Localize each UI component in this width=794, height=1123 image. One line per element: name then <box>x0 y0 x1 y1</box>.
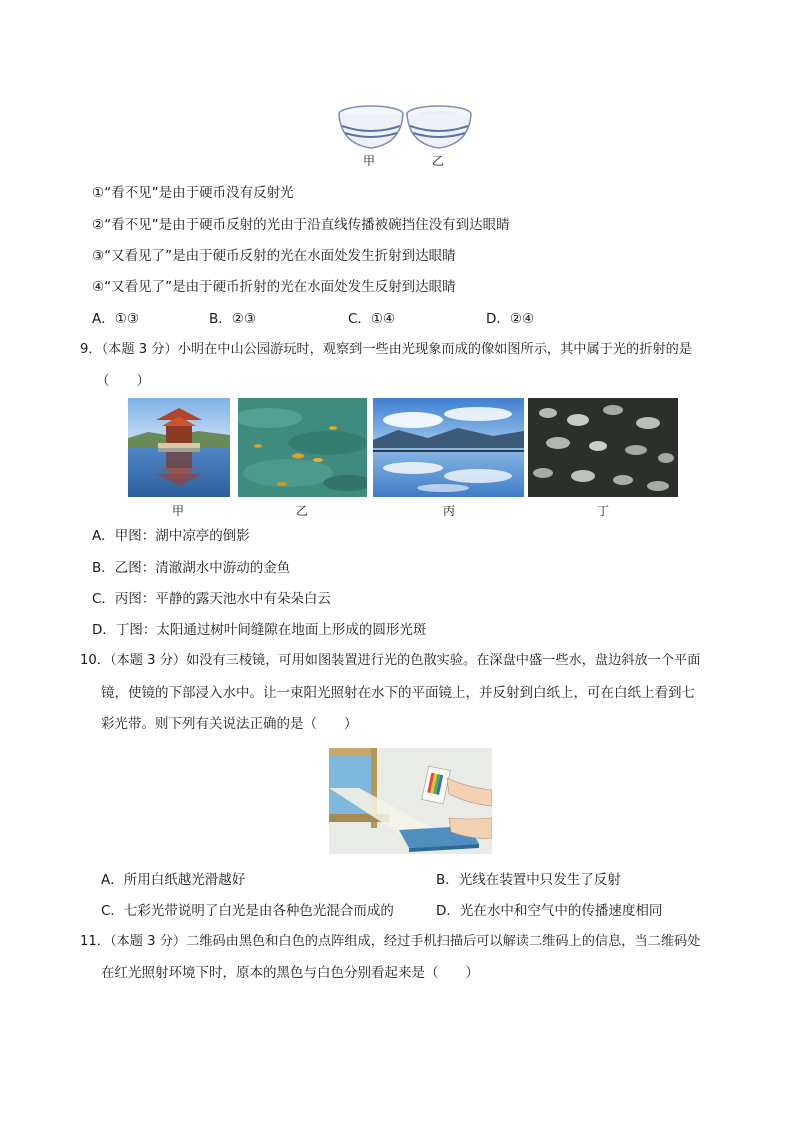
q8-option-d: D．②④ <box>486 311 535 327</box>
q8-option-a: A．①③ <box>92 311 139 327</box>
q8-statement-3: ③“又看见了”是由于硬币反射的光在水面处发生折射到达眼睛 <box>92 248 456 264</box>
q8-statement-1: ①“看不见”是由于硬币没有反射光 <box>92 185 294 201</box>
photo-pavilion-reflection <box>128 398 230 497</box>
bowls-illustration <box>335 100 480 166</box>
q10-stem-line1: 10．（本题 3 分）如没有三棱镜，可用如图装置进行光的色散实验。在深盘中盛一些水，盘边斜放一个平面 <box>80 653 701 668</box>
q10-option-c: C．七彩光带说明了白光是由各种色光混合而成的 <box>101 903 394 919</box>
photo-light-spots <box>528 398 678 497</box>
q9-option-b: B．乙图：清澈湖水中游动的金鱼 <box>92 560 291 576</box>
q9-option-d: D．丁图：太阳通过树叶间缝隙在地面上形成的圆形光斑 <box>92 622 427 638</box>
photo-label-yi: 乙 <box>296 504 309 518</box>
q10-stem-line3: 彩光带。则下列有关说法正确的是（ ） <box>101 716 358 732</box>
q8-statement-4: ④“又看见了”是由于硬币折射的光在水面处发生反射到达眼睛 <box>92 279 456 295</box>
photo-label-jia: 甲 <box>172 504 185 518</box>
q10-option-a: A．所用白纸越光滑越好 <box>101 872 246 888</box>
photo-label-bing: 丙 <box>443 504 456 518</box>
dispersion-experiment-figure <box>329 748 492 854</box>
q10-stem-line2: 镜，使镜的下部浸入水中。让一束阳光照射在水下的平面镜上，并反射到白纸上，可在白纸上看到七 <box>101 685 695 701</box>
bowl-right-label: 乙 <box>432 154 445 168</box>
q10-option-b: B．光线在装置中只发生了反射 <box>436 872 621 888</box>
photo-label-ding: 丁 <box>597 504 610 518</box>
q11-stem-line2: 在红光照射环境下时，原本的黑色与白色分别看起来是（ ） <box>101 965 479 981</box>
q9-stem-line2: （ ） <box>96 373 150 389</box>
bowl-left-label: 甲 <box>363 154 376 168</box>
bowls-figure <box>335 100 480 166</box>
photo-goldfish-water <box>238 398 367 497</box>
q8-option-c: C．①④ <box>348 311 396 327</box>
q10-option-d: D．光在水中和空气中的传播速度相同 <box>436 903 663 919</box>
q8-statement-2: ②“看不见”是由于硬币反射的光由于沿直线传播被碗挡住没有到达眼睛 <box>92 217 510 233</box>
q9-option-a: A．甲图：湖中凉亭的倒影 <box>92 528 250 544</box>
q9-option-c: C．丙图：平静的露天池水中有朵朵白云 <box>92 591 331 607</box>
q11-stem-line1: 11．（本题 3 分）二维码由黑色和白色的点阵组成，经过手机扫描后可以解读二维码上的信息，当二维码处 <box>80 934 701 949</box>
q9-stem-line1: 9．（本题 3 分）小明在中山公园游玩时，观察到一些由光现象而成的像如图所示，其中属于光的折射的是 <box>80 342 692 357</box>
q8-option-b: B．②③ <box>209 311 256 327</box>
photo-clouds-pond <box>373 398 524 497</box>
